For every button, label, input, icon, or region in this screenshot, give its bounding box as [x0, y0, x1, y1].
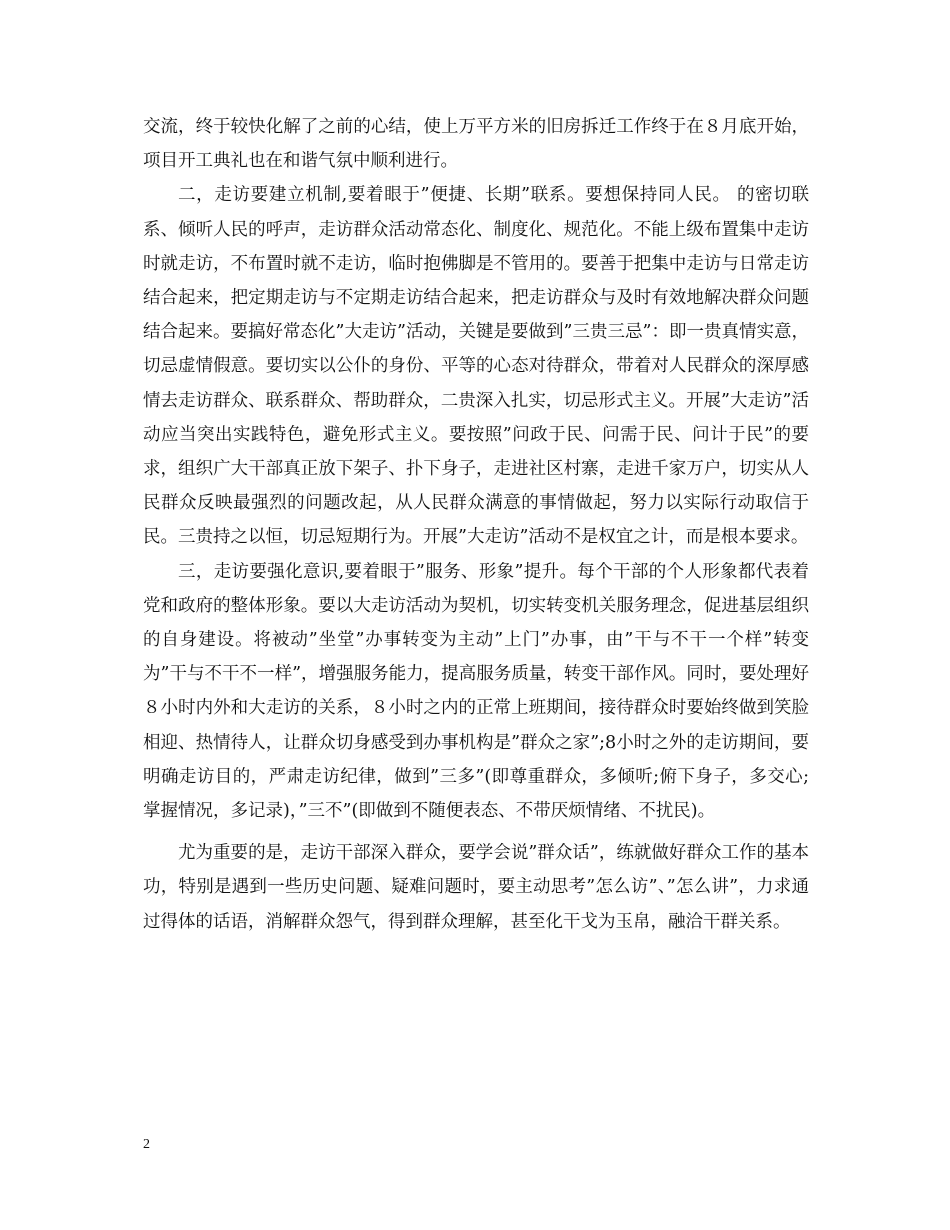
document-body: [143, 110, 809, 939]
page-number: 2: [143, 1137, 150, 1152]
paragraph-point-two: 二，走访要建立机制,要着眼于”便捷、长期”联系。要想保持同人民。 的密切联系、倾听人民的呼声，走访群众活动常态化、制度化、规范化。不能上级布置集中走访时就走访，不布置时就不走访，临时抱佛脚是不管用的。要善于把集中走访与日常走访结合起来，把定期走访与不定期走访结合起来，把走访群众与及时有效地解决群众问题结合起来。要搞好常态化”大走访”活动，关键是要做到”三贵三忌”：即一贵真情实意，切忌虚情假意。要切实以公仆的身份、平等的心态对待群众，带着对人民群众的深厚感情去走访群众、联系群众、帮助群众，二贵深入扎实，切忌形式主义。开展”大走访”活动应当突出实践特色，避免形式主义。要按照”问政于民、问需于民、问计于民”的要求，组织广大干部真正放下架子、扑下身子，走进社区村寨，走进千家万户，切实从人民群众反映最强烈的问题改起，从人民群众满意的事情做起，努力以实际行动取信于民。三贵持之以恒，切忌短期行为。开展”大走访”活动不是权宜之计，而是根本要求。: [143, 185, 809, 548]
paragraph-point-three: 三，走访要强化意识,要着眼于”服务、形象”提升。每个干部的个人形象都代表着党和政府的整体形象。要以大走访活动为契机，切实转变机关服务理念，促进基层组织的自身建设。将被动”坐堂”办事转变为主动”上门”办事，由”干与不干一个样”转变为”干与不干不一样”，增强服务能力，提高服务质量，转变干部作风。同时，要处理好８小时内外和大走访的关系，８小时之内的正常上班期间，接待群众时要始终做到笑脸相迎、热情待人，让群众切身感受到办事机构是”群众之家”;8小时之外的走访期间，要明确走访目的，严肃走访纪律，做到”三多”(即尊重群众，多倾听;俯下身子，多交心;掌握情况，多记录)，”三不”(即做到不随便表态、不带厌烦情绪、不扰民)。: [143, 561, 809, 822]
paragraph-conclusion: 尤为重要的是，走访干部深入群众，要学会说”群众话”，练就做好群众工作的基本功，特别是遇到一些历史问题、疑难问题时，要主动思考”怎么访”、”怎么讲”，力求通过得体的话语，消解群众怨气，得到群众理解，甚至化干戈为玉帛，融洽干群关系。: [143, 843, 809, 932]
paragraph-continuation: 交流，终于较快化解了之前的心结，使上万平方米的旧房拆迁工作终于在８月底开始，项目开工典礼也在和谐气氛中顺利进行。: [143, 117, 809, 172]
